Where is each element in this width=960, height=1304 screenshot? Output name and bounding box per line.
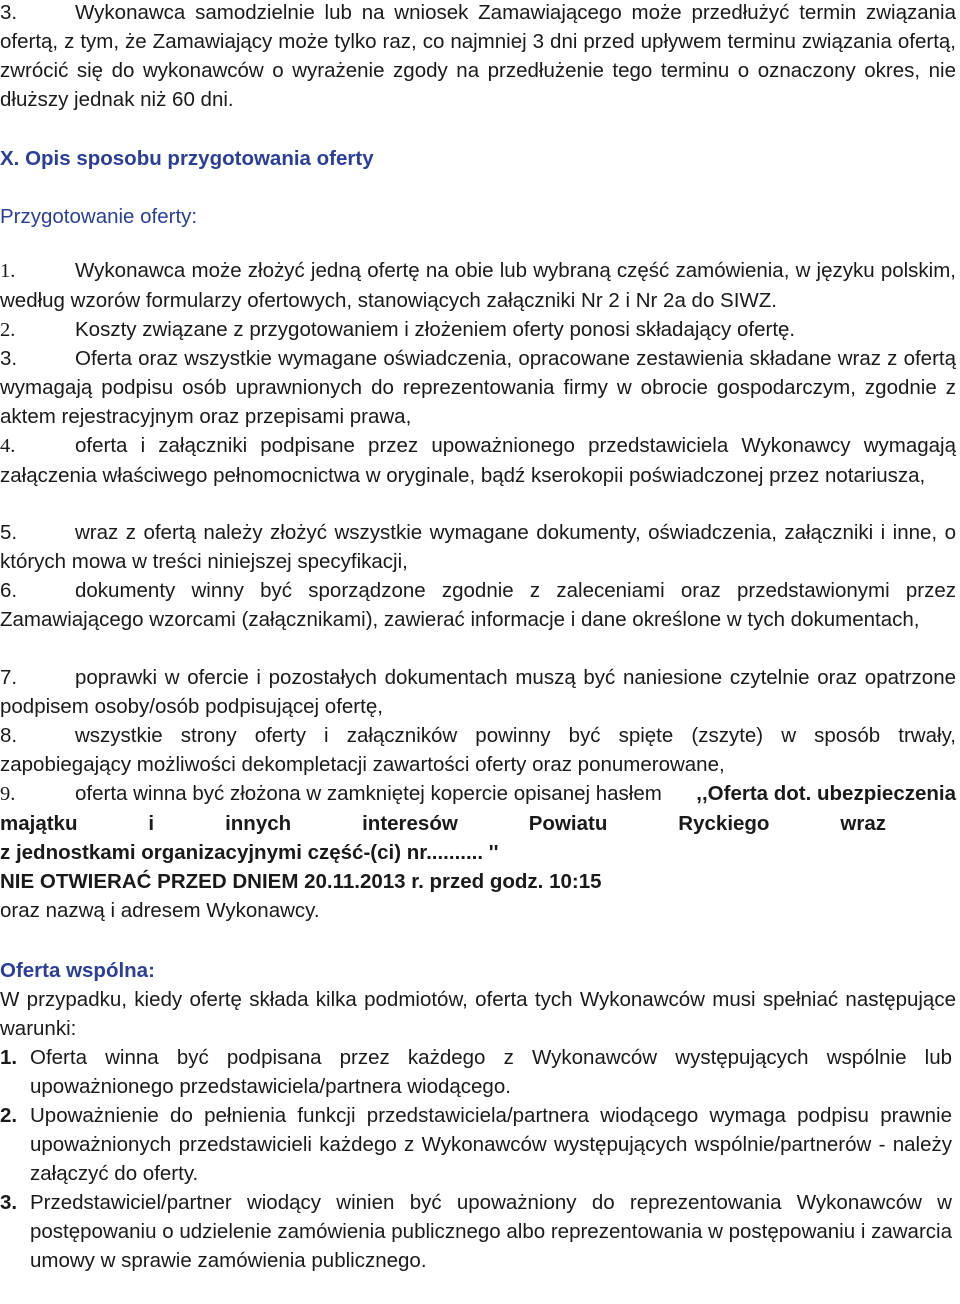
item9-bold-c: z jednostkami organizacyjnymi część-(ci) nr.......... '' bbox=[0, 841, 499, 864]
list-item-text: dokumenty winny być sporządzone zgodnie z zaleceniami oraz przedstawionymi przez Zamawiającego wzorcami (załącznikami), zawierać informacje i dane określone w tych dokumentach, bbox=[0, 579, 956, 631]
list-item-1 bbox=[0, 256, 956, 315]
list-item-text: Przedstawiciel/partner wiodący winien być upoważniony do reprezentowania Wykonawców w postępowaniu o udzielenie zamówienia publicznego albo reprezentowania w postępowaniu i zawarcia umowy w sprawie zamówienia publicznego. bbox=[30, 1191, 952, 1272]
intro-text: Wykonawca samodzielnie lub na wniosek Zamawiającego może przedłużyć termin związania ofertą, z tym, że Zamawiający może tylko raz, co najmniej 3 dni przed upływem terminu związania ofertą, zwrócić się do wykonawców o wyrażenie zgody na przedłużenie tego terminu o oznaczony okres, nie dłuższy jednak niż 60 dni. bbox=[0, 1, 956, 111]
section-subheading: Przygotowanie oferty: bbox=[0, 205, 198, 228]
list-item-number: 2. bbox=[0, 319, 16, 341]
list-item-4 bbox=[0, 431, 956, 490]
list-item-text: Upoważnienie do pełnienia funkcji przedstawiciela/partnera wiodącego wymaga podpisu prawnie upoważnionych przedstawicieli każdego z Wykonawców występujących wspólnie/partnerów - należy załączyć do oferty. bbox=[30, 1104, 952, 1185]
item9-bold-b: majątku i innych interesów Powiatu Ryckiego wraz bbox=[0, 812, 886, 835]
list-item-text: poprawki w ofercie i pozostałych dokumentach muszą być naniesione czytelnie oraz opatrzone podpisem osoby/osób podpisującej ofertę, bbox=[0, 666, 956, 718]
list-item-number: 7. bbox=[0, 666, 18, 689]
list-item-number: 4. bbox=[0, 435, 16, 457]
item9-bold-d: NIE OTWIERAĆ PRZED DNIEM 20.11.2013 r. przed godz. 10:15 bbox=[0, 870, 602, 893]
section-heading: X. Opis sposobu przygotowania oferty bbox=[0, 147, 374, 170]
list-item-5 bbox=[0, 518, 956, 576]
list-item-9 bbox=[0, 779, 956, 925]
list-item-text: wszystkie strony oferty i załączników powinny być spięte (zszyte) w sposób trwały, zapobiegający możliwości dekompletacji zawartości oferty oraz ponumerowane, bbox=[0, 724, 956, 776]
item9-line1 bbox=[0, 779, 956, 809]
intro-number: 3. bbox=[0, 1, 18, 24]
list-item-number: 8. bbox=[0, 724, 18, 747]
list-item-number: 1. bbox=[0, 1046, 18, 1069]
list-item-number: 9. bbox=[0, 783, 16, 805]
list-item-8 bbox=[0, 721, 956, 779]
item9-tail: oraz nazwą i adresem Wykonawcy. bbox=[0, 899, 320, 922]
joint-item-1 bbox=[0, 1043, 956, 1101]
list-item-text: Koszty związane z przygotowaniem i złożeniem oferty ponosi składający ofertę. bbox=[75, 318, 796, 341]
list-item-text: Wykonawca może złożyć jedną ofertę na obie lub wybraną część zamówienia, w języku polskim, według wzorów formularzy ofertowych, stanowiących załączniki Nr 2 i Nr 2a do SIWZ. bbox=[0, 259, 956, 312]
list-item-text: oferta i załączniki podpisane przez upoważnionego przedstawiciela Wykonawcy wymagają załączenia właściwego pełnomocnictwa w oryginale, bądź kserokopii poświadczonej przez notariusza, bbox=[0, 434, 956, 487]
joint-item-3 bbox=[0, 1188, 956, 1275]
list-item-number: 3. bbox=[0, 1191, 18, 1214]
list-item-6 bbox=[0, 576, 956, 634]
list-item-text: Oferta oraz wszystkie wymagane oświadczenia, opracowane zestawienia składane wraz z ofertą wymagają podpisu osób uprawnionych do reprezentowania firmy w obrocie gospodarczym, zgodnie z aktem rejestracyjnym oraz przepisami prawa, bbox=[0, 347, 956, 428]
list-item-2 bbox=[0, 315, 956, 345]
list-item-number: 1. bbox=[0, 260, 16, 282]
intro-paragraph bbox=[0, 0, 956, 114]
joint-heading: Oferta wspólna: bbox=[0, 959, 155, 982]
joint-intro: W przypadku, kiedy ofertę składa kilka podmiotów, oferta tych Wykonawców musi spełniać następujące warunki: bbox=[0, 988, 956, 1040]
list-item-3 bbox=[0, 344, 956, 431]
item9-bold-a: ,,Oferta dot. ubezpieczenia bbox=[696, 782, 956, 805]
list-item-number: 3. bbox=[0, 347, 18, 370]
joint-item-2 bbox=[0, 1101, 956, 1188]
item9-text: oferta winna być złożona w zamkniętej kopercie opisanej hasłem bbox=[75, 782, 662, 805]
list-item-number: 5. bbox=[0, 521, 18, 544]
list-item-text: Oferta winna być podpisana przez każdego z Wykonawców występujących wspólnie lub upoważnionego przedstawiciela/partnera wiodącego. bbox=[30, 1046, 952, 1098]
list-item-text: wraz z ofertą należy złożyć wszystkie wymagane dokumenty, oświadczenia, załączniki i inne, o których mowa w treści niniejszej specyfikacji, bbox=[0, 521, 956, 573]
list-item-number: 2. bbox=[0, 1104, 18, 1127]
list-item-number: 6. bbox=[0, 579, 18, 602]
list-item-7 bbox=[0, 663, 956, 721]
